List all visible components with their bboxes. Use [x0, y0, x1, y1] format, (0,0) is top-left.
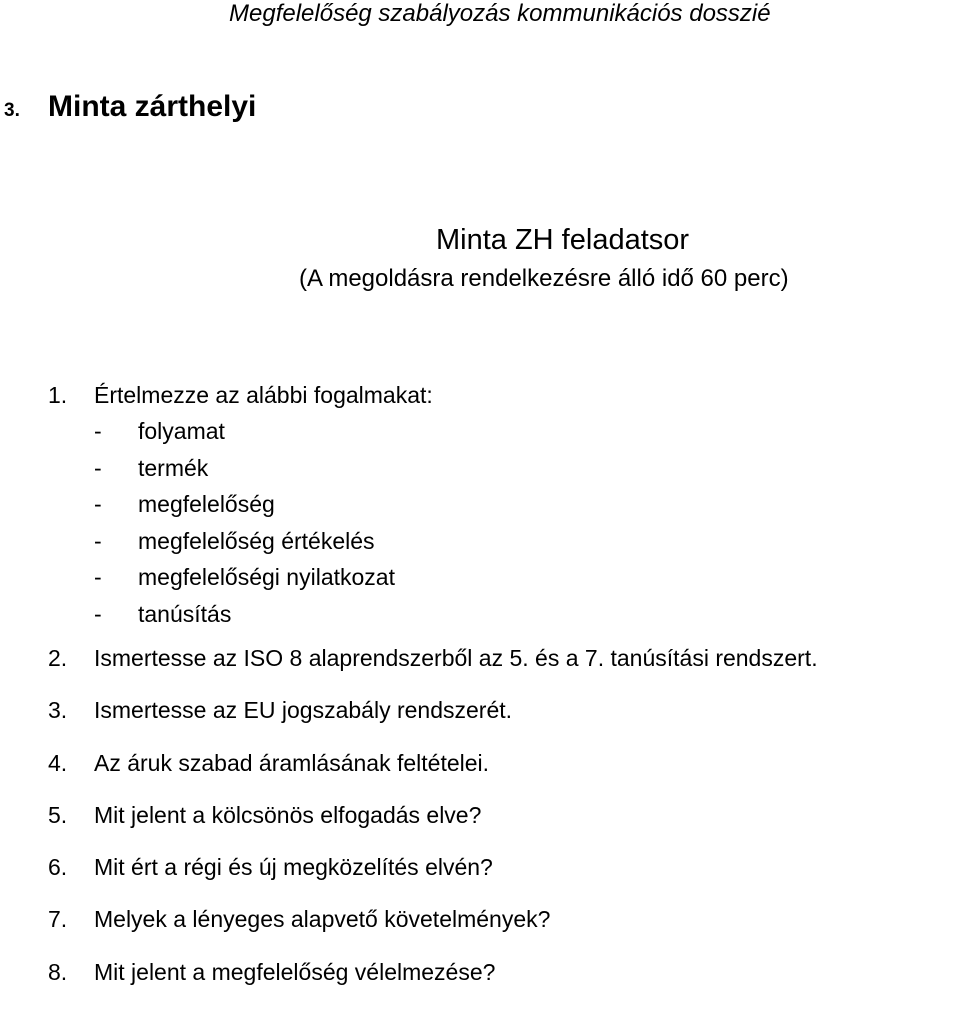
list-dash: - [94, 600, 102, 627]
question-1 [48, 380, 433, 410]
question-text: Értelmezze az alábbi fogalmakat: [94, 382, 433, 408]
question-number: 5. [48, 801, 68, 828]
concept-list [94, 416, 395, 635]
question-number: 6. [48, 854, 68, 881]
concept-label: megfelelőségi nyilatkozat [138, 564, 395, 590]
exam-title: Minta ZH feladatsor [436, 224, 690, 256]
question-list [48, 643, 818, 1009]
question-number: 3. [48, 697, 68, 724]
dossier-header: Megfelelőség szabályozás kommunikációs dosszié [229, 0, 771, 27]
list-item [94, 453, 395, 490]
question-item [48, 852, 818, 904]
question-text: Ismertesse az ISO 8 alaprendszerből az 5. és a 7. tanúsítási rendszert. [94, 645, 818, 671]
question-text: Az áruk szabad áramlásának feltételei. [94, 749, 490, 776]
question-number: 4. [48, 749, 68, 776]
concept-label: folyamat [138, 418, 225, 444]
question-number: 8. [48, 958, 68, 985]
question-number: 2. [48, 645, 68, 671]
concept-label: megfelelőség értékelés [138, 527, 375, 554]
question-item [48, 643, 818, 695]
section-number: 3. [4, 100, 20, 121]
question-text: Mit jelent a kölcsönös elfogadás elve? [94, 801, 482, 828]
list-item [94, 526, 395, 563]
list-dash: - [94, 527, 102, 554]
question-text: Mit jelent a megfelelőség vélelmezése? [94, 958, 496, 985]
exam-subtitle: (A megoldásra rendelkezésre álló idő 60 perc) [299, 265, 789, 292]
question-text: Mit ért a régi és új megközelítés elvén? [94, 854, 493, 881]
list-item [94, 416, 395, 453]
question-item [48, 748, 818, 800]
question-number: 7. [48, 906, 68, 933]
list-dash: - [94, 418, 102, 444]
list-dash: - [94, 564, 102, 590]
list-item [94, 562, 395, 599]
question-item [48, 957, 818, 1009]
section-heading [4, 90, 256, 124]
list-item [94, 599, 395, 636]
list-dash: - [94, 491, 102, 517]
question-text: Ismertesse az EU jogszabály rendszerét. [94, 697, 513, 724]
question-item [48, 800, 818, 852]
question-text: Melyek a lényeges alapvető követelmények? [94, 906, 551, 933]
question-item [48, 904, 818, 956]
section-title: Minta zárthelyi [48, 90, 257, 123]
question-number: 1. [48, 382, 68, 408]
concept-label: megfelelőség [138, 491, 275, 517]
list-item [94, 489, 395, 526]
concept-label: tanúsítás [138, 600, 232, 627]
concept-label: termék [138, 454, 209, 481]
list-dash: - [94, 454, 102, 481]
question-item [48, 695, 818, 747]
